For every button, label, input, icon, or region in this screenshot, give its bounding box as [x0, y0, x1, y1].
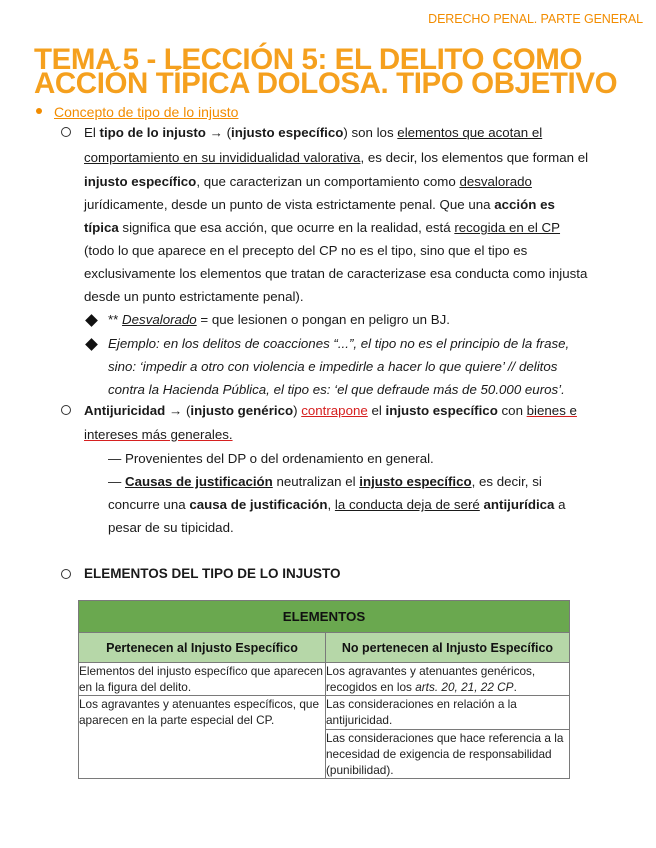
p2-line-2	[84, 427, 233, 442]
dash-item-2-line-3: pesar de su tipicidad.	[108, 520, 234, 535]
term-bold: típica	[84, 220, 119, 235]
text: , es decir, si	[471, 474, 542, 489]
p1-line-3	[84, 174, 532, 189]
p1-line-5	[84, 220, 560, 235]
text: a	[554, 497, 566, 512]
text: ) son los	[343, 125, 398, 140]
text: , es decir, los elementos que forman el	[360, 150, 589, 165]
p1-line-4	[84, 197, 555, 212]
column-header-belong: Pertenecen al Injusto Específico	[79, 633, 326, 663]
text-underlined: elementos que acotan el	[397, 125, 543, 140]
term-bold: antijurídica	[483, 497, 555, 512]
term-bold-underlined: injusto específico	[359, 474, 472, 489]
text: )	[293, 403, 302, 418]
text-underlined: comportamiento en su invididualidad valorativa	[84, 150, 361, 165]
table-header-row	[79, 633, 570, 663]
p2-line-1	[84, 403, 577, 418]
text-underlined: Desvalorado	[122, 312, 197, 327]
text: → (	[205, 125, 232, 140]
title-line-2: ACCIÓN TÍPICA DOLOSA. TIPO OBJETIVO	[34, 67, 618, 100]
text: **	[108, 312, 123, 327]
text-red-underlined: intereses más generales.	[84, 427, 233, 442]
text: —	[108, 474, 125, 489]
text-underlined: recogida en el CP	[454, 220, 561, 235]
table-cell	[326, 663, 570, 696]
section-heading-text: Concepto de tipo de lo injusto	[54, 104, 239, 120]
text: , que caracterizan un comportamiento como	[196, 174, 460, 189]
term-bold: injusto específico	[231, 125, 344, 140]
table-cell: Las consideraciones en relación a la antijuricidad.	[326, 696, 570, 730]
term-bold: tipo de lo injusto	[99, 125, 206, 140]
text-red-underlined: bienes e	[526, 403, 577, 418]
p1-line-2	[84, 150, 588, 165]
course-header: DERECHO PENAL. PARTE GENERAL	[428, 12, 643, 26]
section-heading-concept	[36, 104, 238, 120]
text: Los agravantes y atenuantes genéricos, recogidos en los	[326, 664, 536, 694]
text-underlined: desvalorado	[459, 174, 532, 189]
table-row	[79, 663, 570, 696]
bullet-dot-icon	[36, 108, 42, 114]
elements-table	[78, 600, 570, 779]
text-underlined: la conducta deja de seré	[334, 497, 480, 512]
table-cell: Las consideraciones que hace referencia a la necesidad de exigencia de responsabilidad (punibilidad).	[326, 730, 570, 779]
circle-bullet-icon	[61, 405, 71, 415]
term-bold: injusto específico	[84, 174, 197, 189]
term-bold: Antijuricidad	[84, 403, 166, 418]
text: con	[497, 403, 527, 418]
circle-bullet-icon	[61, 127, 71, 137]
text: neutralizan el	[272, 474, 360, 489]
table-title-row	[79, 601, 570, 633]
text: concurre una	[108, 497, 190, 512]
example-line-2: sino: ‘impedir a otro con violencia e impedirle a hacer lo que quiere’ // delitos	[108, 359, 558, 374]
term-bold: causa de justificación	[189, 497, 328, 512]
bullet-desvalorado	[108, 312, 450, 327]
text-red-underlined: contrapone	[301, 403, 368, 418]
text: El	[84, 125, 100, 140]
term-bold: injusto genérico	[190, 403, 294, 418]
term-bold: injusto específico	[385, 403, 498, 418]
page-title	[34, 43, 634, 100]
p1-line-1	[84, 125, 542, 140]
table-cell: Los agravantes y atenuantes específicos, que aparecen en la parte especial del CP.	[79, 696, 326, 779]
p1-line-7: exclusivamente los elementos que tratan de caracterizase esa conducta como injusta	[84, 266, 588, 281]
p1-line-6: (todo lo que aparece en el precepto del CP no es el tipo, sino que el tipo es	[84, 243, 528, 258]
text: significa que esa acción, que ocurre en la realidad, está	[118, 220, 455, 235]
example-line-1: Ejemplo: en los delitos de coacciones “...”, el tipo no es el principio de la frase,	[108, 336, 570, 351]
table-title: ELEMENTOS	[79, 601, 570, 633]
term-bold-underlined: Causas de justificación	[125, 474, 273, 489]
example-line-3: contra la Hacienda Pública, el tipo es: ‘el que defraude más de 50.000 euros’.	[108, 382, 565, 397]
text: → (	[165, 403, 191, 418]
dash-item-2-line-2	[108, 497, 566, 512]
elements-heading: ELEMENTOS DEL TIPO DE LO INJUSTO	[84, 566, 341, 581]
circle-bullet-icon	[61, 569, 71, 579]
text: = que lesionen o pongan en peligro un BJ.	[196, 312, 450, 327]
text: ,	[327, 497, 335, 512]
text: .	[513, 680, 517, 694]
column-header-not-belong: No pertenecen al Injusto Específico	[326, 633, 570, 663]
dash-item-2-line-1	[108, 474, 542, 489]
text: jurídicamente, desde un punto de vista estrictamente penal. Que una	[84, 197, 495, 212]
diamond-bullet-icon	[85, 338, 98, 351]
table-row	[79, 696, 570, 730]
dash-item-1: — Provenientes del DP o del ordenamiento en general.	[108, 451, 434, 466]
text-italic: arts. 20, 21, 22 CP	[415, 680, 514, 694]
p1-line-8: desde un punto estrictamente penal).	[84, 289, 304, 304]
diamond-bullet-icon	[85, 314, 98, 327]
table-cell: Elementos del injusto específico que aparecen en la figura del delito.	[79, 663, 326, 696]
text: el	[367, 403, 386, 418]
term-bold: acción es	[494, 197, 555, 212]
title-line-1: TEMA 5 - LECCIÓN 5: EL DELITO COMO	[34, 43, 583, 76]
